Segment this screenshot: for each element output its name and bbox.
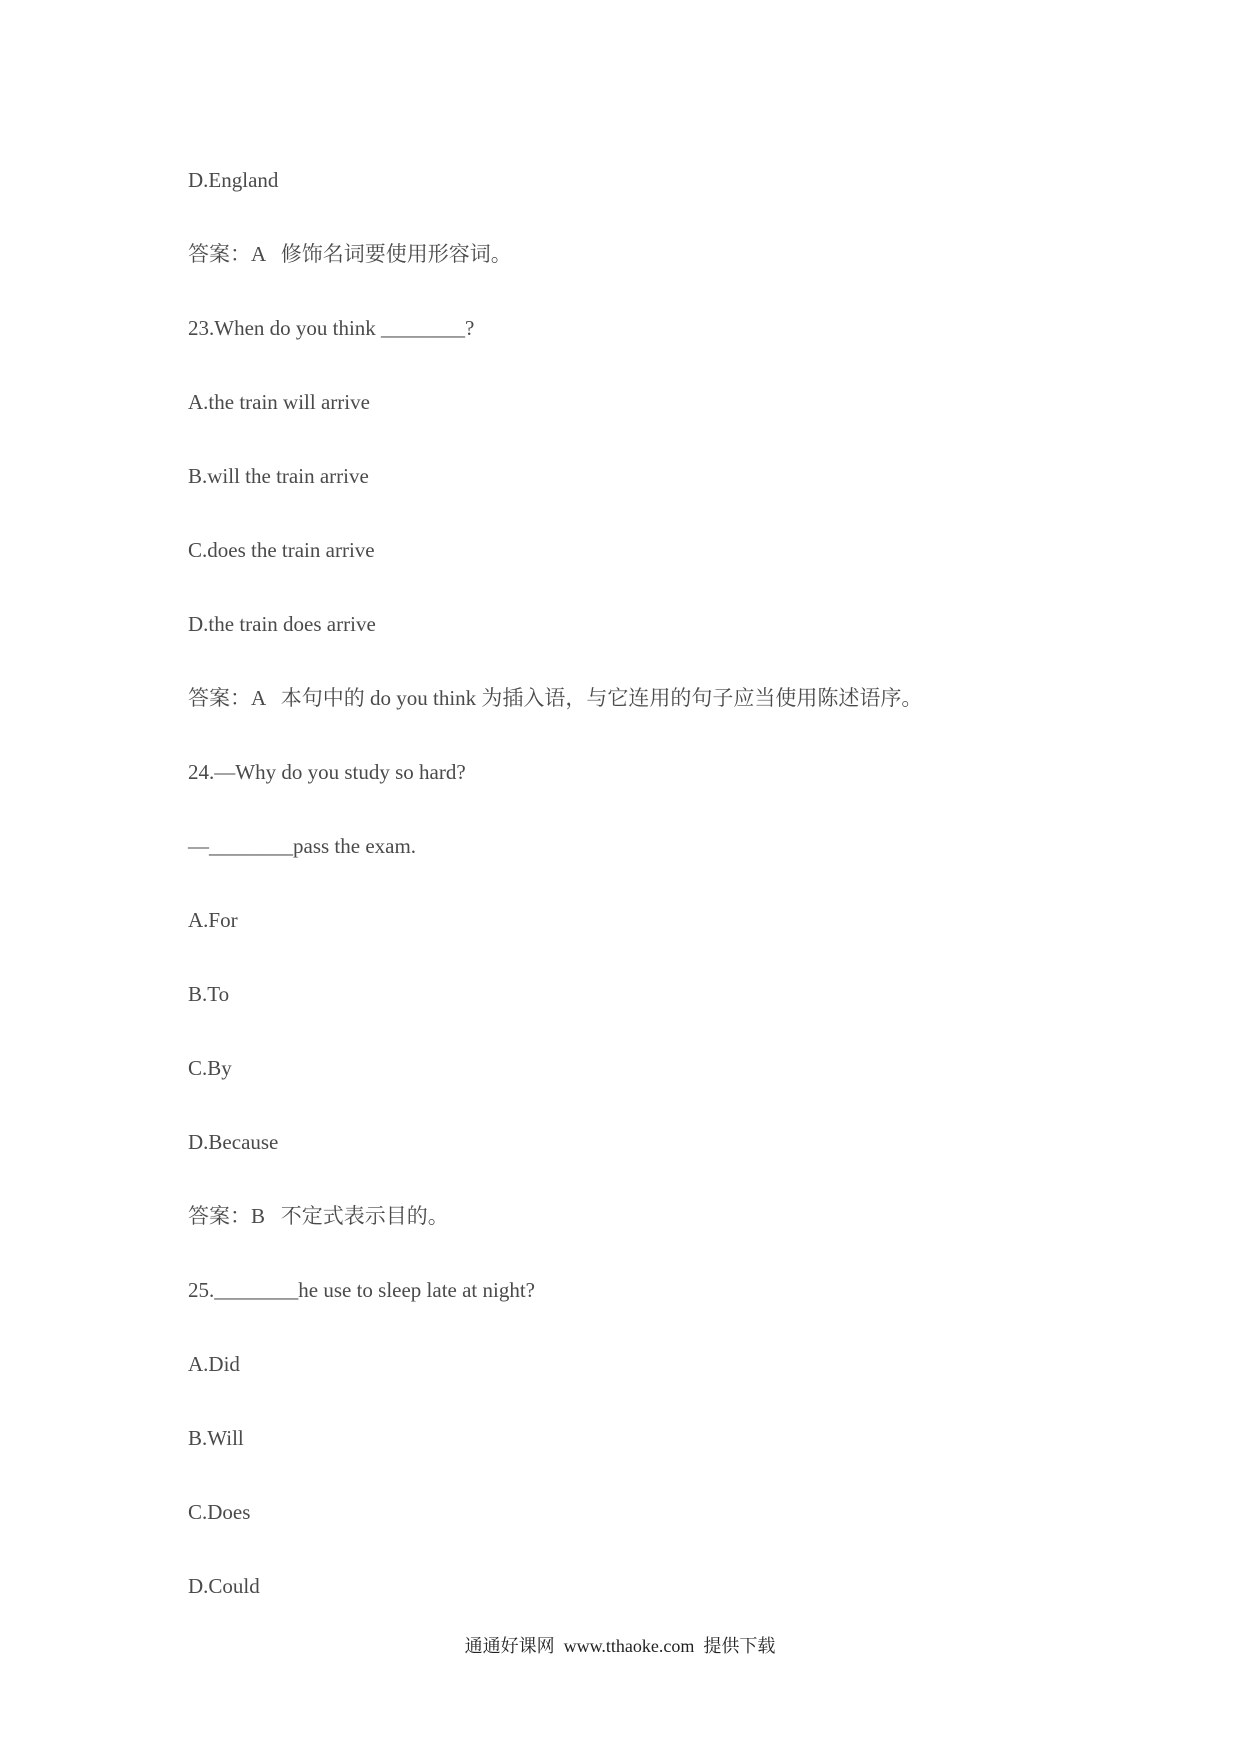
question-24: 24.—Why do you study so hard?	[188, 760, 466, 784]
answer-q24: 答案：B 不定式表示目的。	[188, 1204, 449, 1228]
question-24-reply: —________pass the exam.	[188, 834, 417, 858]
option-d-q23: D.the train does arrive	[188, 612, 376, 636]
option-b-q24: B.To	[188, 982, 230, 1006]
option-d-q24: D.Because	[188, 1130, 279, 1154]
option-d-q22: D.England	[188, 168, 279, 192]
page-footer: 通通好课网 www.tthaoke.com 提供下载	[464, 1636, 776, 1656]
option-a-q25: A.Did	[188, 1352, 240, 1376]
option-b-q23: B.will the train arrive	[188, 464, 369, 488]
question-25: 25.________he use to sleep late at night?	[188, 1278, 536, 1302]
option-b-q25: B.Will	[188, 1426, 244, 1450]
question-23: 23.When do you think ________?	[188, 316, 475, 340]
option-a-q23: A.the train will arrive	[188, 390, 370, 414]
option-c-q24: C.By	[188, 1056, 232, 1080]
option-c-q23: C.does the train arrive	[188, 538, 375, 562]
option-c-q25: C.Does	[188, 1500, 251, 1524]
option-a-q24: A.For	[188, 908, 238, 932]
answer-q22: 答案：A 修饰名词要使用形容词。	[188, 242, 512, 266]
option-d-q25: D.Could	[188, 1574, 260, 1598]
answer-q23: 答案：A 本句中的 do you think 为插入语，与它连用的句子应当使用陈述语序。	[188, 686, 923, 710]
